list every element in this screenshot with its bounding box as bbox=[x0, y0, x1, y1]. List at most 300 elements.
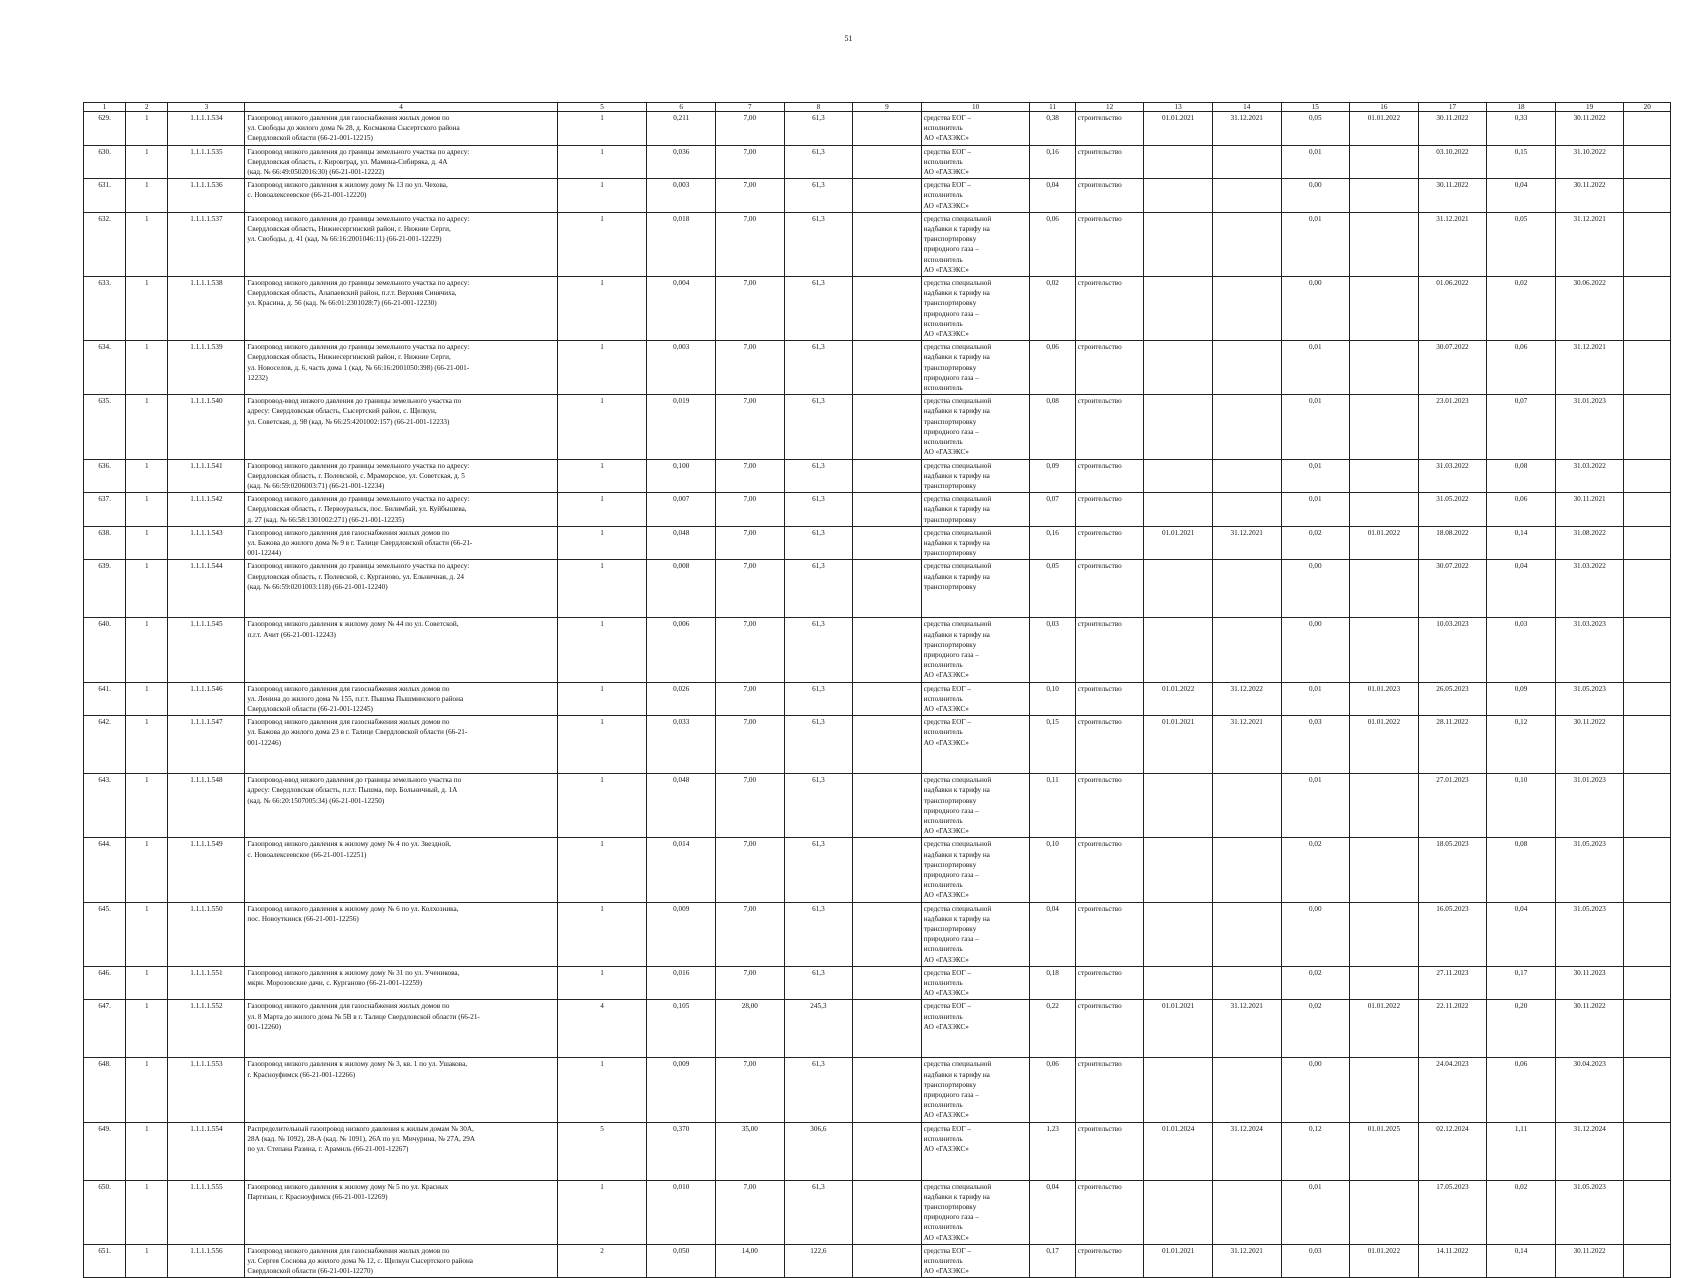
cell-commission-date: 24.04.2023 bbox=[1418, 1058, 1487, 1122]
cell-commission-date: 01.06.2022 bbox=[1418, 277, 1487, 341]
cell-start-date: 01.01.2021 bbox=[1144, 112, 1213, 146]
cell-start-date bbox=[1144, 493, 1213, 527]
table-row bbox=[84, 459, 1671, 493]
cell-amount-18: 0,02 bbox=[1487, 277, 1556, 341]
cell-object-code: 1.1.1.1.541 bbox=[168, 459, 245, 493]
cell-length-km: 0,006 bbox=[647, 618, 716, 682]
cell-object-code: 1.1.1.1.544 bbox=[168, 560, 245, 618]
cell-end-date bbox=[1212, 560, 1281, 618]
cell-length-km: 0,003 bbox=[647, 341, 716, 395]
table-row bbox=[84, 277, 1671, 341]
cell-object-name: Газопровод низкого давления до границы земельного участка по адресу: Свердловская область, г. Первоуральск, пос. Билимбай, ул. Куйбышева, д. 27 (кад. № 66:58:1301002:271) (66-21-001-12235) bbox=[245, 493, 557, 527]
cell-capacity: 7,00 bbox=[716, 526, 785, 560]
cell-object-code: 1.1.1.1.537 bbox=[168, 212, 245, 276]
cell-work-type: строительство bbox=[1075, 966, 1144, 1000]
cell-length-km: 0,008 bbox=[647, 560, 716, 618]
cell-cost: 0,04 bbox=[1030, 902, 1075, 966]
cell-column-9 bbox=[853, 1180, 922, 1244]
cell-completion-date: 31.12.2021 bbox=[1555, 341, 1624, 395]
column-number-row bbox=[84, 103, 1671, 112]
cell-financing-source: средства специальной надбавки к тарифу на транспортировку природного газа – исполнитель bbox=[921, 341, 1030, 395]
cell-volume: 61,3 bbox=[784, 179, 853, 213]
cell-cost: 0,17 bbox=[1030, 1244, 1075, 1278]
cell-financing-source: средства специальной надбавки к тарифу на транспортировку природного газа – исполнитель АО «ГАЗЭКС» bbox=[921, 1180, 1030, 1244]
cell-end-date bbox=[1212, 493, 1281, 527]
cell-completion-date: 31.01.2023 bbox=[1555, 395, 1624, 459]
cell-capacity: 7,00 bbox=[716, 1058, 785, 1122]
cell-volume: 61,3 bbox=[784, 560, 853, 618]
cell-completion-date: 31.05.2023 bbox=[1555, 682, 1624, 716]
cell-amount-18: 0,15 bbox=[1487, 145, 1556, 179]
cell-column-20 bbox=[1624, 838, 1671, 902]
cell-capacity: 7,00 bbox=[716, 493, 785, 527]
cell-cost: 0,15 bbox=[1030, 716, 1075, 774]
cell-amount: 0,01 bbox=[1281, 493, 1350, 527]
cell-length-km: 0,048 bbox=[647, 526, 716, 560]
cell-column-20 bbox=[1624, 493, 1671, 527]
cell-volume: 61,3 bbox=[784, 145, 853, 179]
cell-length-km: 0,010 bbox=[647, 1180, 716, 1244]
cell-amount: 0,01 bbox=[1281, 1180, 1350, 1244]
cell-column-20 bbox=[1624, 112, 1671, 146]
cell-completion-date: 31.01.2023 bbox=[1555, 774, 1624, 838]
column-number-15: 15 bbox=[1281, 103, 1350, 112]
table-row bbox=[84, 618, 1671, 682]
cell-date-16: 01.01.2022 bbox=[1350, 112, 1419, 146]
cell-volume: 61,3 bbox=[784, 902, 853, 966]
cell-work-type: строительство bbox=[1075, 716, 1144, 774]
cell-start-date bbox=[1144, 774, 1213, 838]
cell-cost: 0,38 bbox=[1030, 112, 1075, 146]
cell-volume: 61,3 bbox=[784, 526, 853, 560]
cell-row-number: 651. bbox=[84, 1244, 126, 1278]
cell-volume: 61,3 bbox=[784, 966, 853, 1000]
table-row bbox=[84, 112, 1671, 146]
cell-amount-18: 1,11 bbox=[1487, 1122, 1556, 1180]
cell-column-2: 1 bbox=[126, 493, 168, 527]
cell-commission-date: 27.11.2023 bbox=[1418, 966, 1487, 1000]
cell-date-16: 01.01.2023 bbox=[1350, 682, 1419, 716]
cell-column-9 bbox=[853, 112, 922, 146]
cell-start-date bbox=[1144, 341, 1213, 395]
cell-amount: 0,03 bbox=[1281, 1244, 1350, 1278]
cell-work-type: строительство bbox=[1075, 1058, 1144, 1122]
cell-end-date bbox=[1212, 902, 1281, 966]
cell-commission-date: 30.07.2022 bbox=[1418, 560, 1487, 618]
cell-amount: 0,00 bbox=[1281, 560, 1350, 618]
cell-column-2: 1 bbox=[126, 774, 168, 838]
cell-capacity: 35,00 bbox=[716, 1122, 785, 1180]
cell-quantity: 1 bbox=[557, 179, 647, 213]
cell-date-16 bbox=[1350, 618, 1419, 682]
cell-object-code: 1.1.1.1.550 bbox=[168, 902, 245, 966]
cell-quantity: 1 bbox=[557, 341, 647, 395]
cell-end-date bbox=[1212, 145, 1281, 179]
cell-column-20 bbox=[1624, 966, 1671, 1000]
cell-work-type: строительство bbox=[1075, 1122, 1144, 1180]
cell-column-2: 1 bbox=[126, 966, 168, 1000]
cell-column-20 bbox=[1624, 179, 1671, 213]
cell-column-20 bbox=[1624, 1244, 1671, 1278]
cell-commission-date: 22.11.2022 bbox=[1418, 1000, 1487, 1058]
cell-quantity: 1 bbox=[557, 838, 647, 902]
cell-volume: 122,6 bbox=[784, 1244, 853, 1278]
cell-length-km: 0,033 bbox=[647, 716, 716, 774]
cell-length-km: 0,009 bbox=[647, 902, 716, 966]
cell-commission-date: 16.05.2023 bbox=[1418, 902, 1487, 966]
column-number-6: 6 bbox=[647, 103, 716, 112]
cell-completion-date: 30.11.2022 bbox=[1555, 112, 1624, 146]
cell-capacity: 7,00 bbox=[716, 716, 785, 774]
cell-financing-source: средства специальной надбавки к тарифу на транспортировку природного газа – исполнитель АО «ГАЗЭКС» bbox=[921, 1058, 1030, 1122]
cell-commission-date: 30.07.2022 bbox=[1418, 341, 1487, 395]
cell-row-number: 649. bbox=[84, 1122, 126, 1180]
cell-completion-date: 31.05.2023 bbox=[1555, 838, 1624, 902]
cell-start-date: 01.01.2021 bbox=[1144, 526, 1213, 560]
cell-amount: 0,01 bbox=[1281, 212, 1350, 276]
cell-end-date: 31.12.2024 bbox=[1212, 1122, 1281, 1180]
cell-cost: 0,10 bbox=[1030, 682, 1075, 716]
table-row bbox=[84, 716, 1671, 774]
cell-financing-source: средства специальной надбавки к тарифу на транспортировку природного газа – исполнитель АО «ГАЗЭКС» bbox=[921, 838, 1030, 902]
table-row bbox=[84, 1244, 1671, 1278]
cell-date-16 bbox=[1350, 341, 1419, 395]
cell-end-date bbox=[1212, 395, 1281, 459]
cell-financing-source: средства специальной надбавки к тарифу на транспортировку природного газа – исполнитель АО «ГАЗЭКС» bbox=[921, 774, 1030, 838]
cell-amount: 0,12 bbox=[1281, 1122, 1350, 1180]
cell-financing-source: средства ЕОГ – исполнитель АО «ГАЗЭКС» bbox=[921, 1122, 1030, 1180]
cell-amount-18: 0,04 bbox=[1487, 560, 1556, 618]
cell-capacity: 7,00 bbox=[716, 341, 785, 395]
cell-work-type: строительство bbox=[1075, 212, 1144, 276]
cell-completion-date: 31.05.2023 bbox=[1555, 1180, 1624, 1244]
cell-quantity: 1 bbox=[557, 560, 647, 618]
cell-quantity: 1 bbox=[557, 682, 647, 716]
cell-quantity: 1 bbox=[557, 277, 647, 341]
column-number-11: 11 bbox=[1030, 103, 1075, 112]
cell-cost: 0,18 bbox=[1030, 966, 1075, 1000]
cell-cost: 0,04 bbox=[1030, 179, 1075, 213]
cell-amount: 0,00 bbox=[1281, 179, 1350, 213]
cell-completion-date: 30.11.2021 bbox=[1555, 493, 1624, 527]
cell-amount: 0,01 bbox=[1281, 774, 1350, 838]
cell-financing-source: средства ЕОГ – исполнитель АО «ГАЗЭКС» bbox=[921, 682, 1030, 716]
cell-quantity: 4 bbox=[557, 1000, 647, 1058]
cell-column-2: 1 bbox=[126, 1058, 168, 1122]
cell-financing-source: средства ЕОГ – исполнитель АО «ГАЗЭКС» bbox=[921, 966, 1030, 1000]
cell-volume: 61,3 bbox=[784, 716, 853, 774]
cell-column-2: 1 bbox=[126, 112, 168, 146]
cell-quantity: 1 bbox=[557, 966, 647, 1000]
cell-date-16 bbox=[1350, 1180, 1419, 1244]
cell-object-name: Газопровод низкого давления для газоснабжения жилых домов по ул. 8 Марта до жилого дома № 5В в г. Талице Свердловской области (66-21- 001-12260) bbox=[245, 1000, 557, 1058]
cell-amount-18: 0,10 bbox=[1487, 774, 1556, 838]
cell-date-16 bbox=[1350, 179, 1419, 213]
cell-column-2: 1 bbox=[126, 902, 168, 966]
cell-quantity: 1 bbox=[557, 526, 647, 560]
table-row bbox=[84, 902, 1671, 966]
cell-row-number: 633. bbox=[84, 277, 126, 341]
cell-start-date bbox=[1144, 212, 1213, 276]
cell-column-9 bbox=[853, 277, 922, 341]
cell-column-9 bbox=[853, 212, 922, 276]
cell-completion-date: 30.04.2023 bbox=[1555, 1058, 1624, 1122]
column-number-1: 1 bbox=[84, 103, 126, 112]
cell-commission-date: 26.05.2023 bbox=[1418, 682, 1487, 716]
cell-row-number: 645. bbox=[84, 902, 126, 966]
cell-length-km: 0,211 bbox=[647, 112, 716, 146]
cell-row-number: 629. bbox=[84, 112, 126, 146]
cell-work-type: строительство bbox=[1075, 145, 1144, 179]
cell-column-2: 1 bbox=[126, 838, 168, 902]
cell-commission-date: 18.08.2022 bbox=[1418, 526, 1487, 560]
cell-column-20 bbox=[1624, 618, 1671, 682]
cell-date-16: 01.01.2022 bbox=[1350, 716, 1419, 774]
cell-column-9 bbox=[853, 459, 922, 493]
cell-capacity: 7,00 bbox=[716, 618, 785, 682]
cell-object-code: 1.1.1.1.552 bbox=[168, 1000, 245, 1058]
cell-start-date bbox=[1144, 1058, 1213, 1122]
cell-start-date: 01.01.2022 bbox=[1144, 682, 1213, 716]
cell-column-2: 1 bbox=[126, 277, 168, 341]
cell-financing-source: средства ЕОГ – исполнитель АО «ГАЗЭКС» bbox=[921, 1000, 1030, 1058]
cell-completion-date: 31.03.2022 bbox=[1555, 560, 1624, 618]
cell-volume: 245,3 bbox=[784, 1000, 853, 1058]
page-number: 51 bbox=[844, 34, 853, 43]
cell-date-16 bbox=[1350, 560, 1419, 618]
cell-quantity: 1 bbox=[557, 1058, 647, 1122]
cell-row-number: 635. bbox=[84, 395, 126, 459]
cell-column-9 bbox=[853, 526, 922, 560]
cell-length-km: 0,019 bbox=[647, 395, 716, 459]
cell-quantity: 1 bbox=[557, 716, 647, 774]
cell-volume: 61,3 bbox=[784, 682, 853, 716]
cell-commission-date: 30.11.2022 bbox=[1418, 112, 1487, 146]
cell-date-16: 01.01.2022 bbox=[1350, 1000, 1419, 1058]
cell-column-20 bbox=[1624, 212, 1671, 276]
cell-length-km: 0,048 bbox=[647, 774, 716, 838]
cell-column-9 bbox=[853, 774, 922, 838]
cell-start-date bbox=[1144, 618, 1213, 682]
cell-end-date bbox=[1212, 179, 1281, 213]
cell-column-2: 1 bbox=[126, 179, 168, 213]
cell-work-type: строительство bbox=[1075, 1000, 1144, 1058]
cell-commission-date: 23.01.2023 bbox=[1418, 395, 1487, 459]
cell-volume: 61,3 bbox=[784, 1058, 853, 1122]
cell-capacity: 7,00 bbox=[716, 682, 785, 716]
cell-amount: 0,02 bbox=[1281, 526, 1350, 560]
cell-work-type: строительство bbox=[1075, 493, 1144, 527]
cell-cost: 0,06 bbox=[1030, 212, 1075, 276]
cell-row-number: 650. bbox=[84, 1180, 126, 1244]
cell-work-type: строительство bbox=[1075, 459, 1144, 493]
cell-row-number: 646. bbox=[84, 966, 126, 1000]
cell-work-type: строительство bbox=[1075, 526, 1144, 560]
cell-column-9 bbox=[853, 966, 922, 1000]
cell-commission-date: 31.05.2022 bbox=[1418, 493, 1487, 527]
cell-column-2: 1 bbox=[126, 618, 168, 682]
cell-object-name: Газопровод низкого давления к жилому дому № 31 по ул. Ученикова, мкрн. Морозовские дачи, с. Курганово (66-21-001-12259) bbox=[245, 966, 557, 1000]
cell-column-2: 1 bbox=[126, 716, 168, 774]
table-row bbox=[84, 838, 1671, 902]
cell-amount: 0,00 bbox=[1281, 1058, 1350, 1122]
cell-object-name: Газопровод-ввод низкого давления до границы земельного участка по адресу: Свердловская область, Сысертский район, с. Щелкун, ул. Советская, д. 98 (кад. № 66:25:4201002:157) (66-21-001-12233) bbox=[245, 395, 557, 459]
cell-column-9 bbox=[853, 560, 922, 618]
cell-quantity: 1 bbox=[557, 212, 647, 276]
cell-financing-source: средства ЕОГ – исполнитель АО «ГАЗЭКС» bbox=[921, 1244, 1030, 1278]
cell-object-name: Распределительный газопровод низкого давления к жилым домам № 30А, 28А (кад. № 1092), 28-А (кад. № 1091), 26А по ул. Мичурина, № 27А, 29А по ул. Степана Разина, г. Арамиль (66-21-001-12267) bbox=[245, 1122, 557, 1180]
cell-capacity: 7,00 bbox=[716, 966, 785, 1000]
table-row bbox=[84, 560, 1671, 618]
cell-object-name: Газопровод низкого давления до границы земельного участка по адресу: Свердловская область, Нижнесергинский район, г. Нижние Серги, ул. Свободы, д. 41 (кад. № 66:16:2001046:11) (66-21-001-12229) bbox=[245, 212, 557, 276]
table-row bbox=[84, 493, 1671, 527]
cell-capacity: 7,00 bbox=[716, 838, 785, 902]
table-row bbox=[84, 526, 1671, 560]
cell-column-20 bbox=[1624, 277, 1671, 341]
cell-object-name: Газопровод низкого давления к жилому дому № 3, кв. 1 по ул. Ушакова, г. Красноуфимск (66-21-001-12266) bbox=[245, 1058, 557, 1122]
cell-quantity: 1 bbox=[557, 1180, 647, 1244]
cell-work-type: строительство bbox=[1075, 341, 1144, 395]
cell-cost: 0,06 bbox=[1030, 1058, 1075, 1122]
cell-length-km: 0,036 bbox=[647, 145, 716, 179]
cell-volume: 61,3 bbox=[784, 395, 853, 459]
cell-cost: 0,03 bbox=[1030, 618, 1075, 682]
cell-capacity: 7,00 bbox=[716, 112, 785, 146]
cell-row-number: 636. bbox=[84, 459, 126, 493]
cell-column-2: 1 bbox=[126, 341, 168, 395]
cell-row-number: 632. bbox=[84, 212, 126, 276]
cell-column-20 bbox=[1624, 526, 1671, 560]
cell-completion-date: 31.12.2021 bbox=[1555, 212, 1624, 276]
cell-row-number: 648. bbox=[84, 1058, 126, 1122]
cell-cost: 0,07 bbox=[1030, 493, 1075, 527]
cell-quantity: 1 bbox=[557, 459, 647, 493]
cell-capacity: 7,00 bbox=[716, 902, 785, 966]
cell-object-name: Газопровод низкого давления до границы земельного участка по адресу: Свердловская область, г. Кировград, ул. Мамина-Сибиряка, д. 4А (кад. № 66:49:0502016:30) (66-21-001-12222) bbox=[245, 145, 557, 179]
cell-work-type: строительство bbox=[1075, 618, 1144, 682]
cell-amount-18: 0,14 bbox=[1487, 1244, 1556, 1278]
cell-column-2: 1 bbox=[126, 145, 168, 179]
cell-column-2: 1 bbox=[126, 212, 168, 276]
cell-capacity: 7,00 bbox=[716, 395, 785, 459]
cell-amount-18: 0,05 bbox=[1487, 212, 1556, 276]
cell-column-20 bbox=[1624, 716, 1671, 774]
column-number-10: 10 bbox=[921, 103, 1030, 112]
cell-date-16 bbox=[1350, 966, 1419, 1000]
cell-amount: 0,00 bbox=[1281, 618, 1350, 682]
table-row bbox=[84, 179, 1671, 213]
cell-amount: 0,02 bbox=[1281, 966, 1350, 1000]
table-row bbox=[84, 1058, 1671, 1122]
cell-amount-18: 0,20 bbox=[1487, 1000, 1556, 1058]
table-body bbox=[84, 112, 1671, 1278]
cell-completion-date: 30.11.2022 bbox=[1555, 1244, 1624, 1278]
cell-column-9 bbox=[853, 618, 922, 682]
cell-end-date bbox=[1212, 774, 1281, 838]
cell-column-9 bbox=[853, 682, 922, 716]
cell-financing-source: средства специальной надбавки к тарифу на транспортировку природного газа – исполнитель АО «ГАЗЭКС» bbox=[921, 618, 1030, 682]
cell-amount-18: 0,03 bbox=[1487, 618, 1556, 682]
cell-amount: 0,01 bbox=[1281, 145, 1350, 179]
cell-column-20 bbox=[1624, 1058, 1671, 1122]
cell-amount-18: 0,08 bbox=[1487, 459, 1556, 493]
cell-cost: 0,05 bbox=[1030, 560, 1075, 618]
cell-end-date: 31.12.2021 bbox=[1212, 112, 1281, 146]
cell-completion-date: 30.11.2022 bbox=[1555, 179, 1624, 213]
cell-object-name: Газопровод низкого давления до границы земельного участка по адресу: Свердловская область, Алапаевский район, п.г.т. Верхняя Синячиха, ул. Красина, д. 56 (кад. № 66:01:2301028:7) (66-21-001-12230) bbox=[245, 277, 557, 341]
cell-object-code: 1.1.1.1.549 bbox=[168, 838, 245, 902]
cell-object-name: Газопровод низкого давления для газоснабжения жилых домов по ул. Бажова до жилого дома 23 в г. Талице Свердловской области (66-21- 001-12246) bbox=[245, 716, 557, 774]
cell-amount-18: 0,14 bbox=[1487, 526, 1556, 560]
cell-amount: 0,02 bbox=[1281, 838, 1350, 902]
cell-end-date bbox=[1212, 838, 1281, 902]
column-number-2: 2 bbox=[126, 103, 168, 112]
cell-capacity: 7,00 bbox=[716, 145, 785, 179]
cell-column-2: 1 bbox=[126, 1180, 168, 1244]
cell-row-number: 637. bbox=[84, 493, 126, 527]
cell-object-name: Газопровод низкого давления до границы земельного участка по адресу: Свердловская область, г. Полевской, с. Мраморское, ул. Советская, д. 5 (кад. № 66:59:0206003:71) (66-21-001-12234) bbox=[245, 459, 557, 493]
cell-row-number: 631. bbox=[84, 179, 126, 213]
cell-object-name: Газопровод низкого давления к жилому дому № 5 по ул. Красных Партизан, г. Красноуфимск (66-21-001-12269) bbox=[245, 1180, 557, 1244]
cell-amount: 0,01 bbox=[1281, 395, 1350, 459]
cell-commission-date: 27.01.2023 bbox=[1418, 774, 1487, 838]
cell-work-type: строительство bbox=[1075, 1244, 1144, 1278]
cell-column-20 bbox=[1624, 774, 1671, 838]
cell-cost: 0,11 bbox=[1030, 774, 1075, 838]
cell-end-date bbox=[1212, 459, 1281, 493]
cell-amount: 0,01 bbox=[1281, 341, 1350, 395]
column-number-14: 14 bbox=[1212, 103, 1281, 112]
cell-object-name: Газопровод низкого давления к жилому дому № 4 по ул. Звездной, с. Новоалексеевское (66-21-001-12251) bbox=[245, 838, 557, 902]
cell-row-number: 640. bbox=[84, 618, 126, 682]
cell-column-2: 1 bbox=[126, 1000, 168, 1058]
cell-row-number: 644. bbox=[84, 838, 126, 902]
cell-end-date bbox=[1212, 618, 1281, 682]
cell-cost: 0,16 bbox=[1030, 526, 1075, 560]
cell-column-2: 1 bbox=[126, 395, 168, 459]
cell-financing-source: средства ЕОГ – исполнитель АО «ГАЗЭКС» bbox=[921, 145, 1030, 179]
cell-work-type: строительство bbox=[1075, 560, 1144, 618]
cell-commission-date: 17.05.2023 bbox=[1418, 1180, 1487, 1244]
table-row bbox=[84, 1122, 1671, 1180]
cell-length-km: 0,370 bbox=[647, 1122, 716, 1180]
cell-capacity: 7,00 bbox=[716, 1180, 785, 1244]
cell-column-9 bbox=[853, 1058, 922, 1122]
cell-column-2: 1 bbox=[126, 1122, 168, 1180]
cell-end-date: 31.12.2021 bbox=[1212, 526, 1281, 560]
cell-volume: 61,3 bbox=[784, 838, 853, 902]
cell-end-date: 31.12.2021 bbox=[1212, 1244, 1281, 1278]
cell-object-name: Газопровод низкого давления к жилому дому № 6 по ул. Колхозника, пос. Новоуткинск (66-21-001-12256) bbox=[245, 902, 557, 966]
cell-object-name: Газопровод низкого давления к жилому дому № 44 по ул. Советской, п.г.т. Ачит (66-21-001-12243) bbox=[245, 618, 557, 682]
table-row bbox=[84, 1000, 1671, 1058]
column-number-7: 7 bbox=[716, 103, 785, 112]
cell-date-16 bbox=[1350, 902, 1419, 966]
column-number-17: 17 bbox=[1418, 103, 1487, 112]
cell-date-16: 01.01.2022 bbox=[1350, 526, 1419, 560]
cell-column-9 bbox=[853, 179, 922, 213]
cell-column-9 bbox=[853, 902, 922, 966]
cell-commission-date: 30.11.2022 bbox=[1418, 179, 1487, 213]
cell-column-2: 1 bbox=[126, 526, 168, 560]
cell-start-date bbox=[1144, 179, 1213, 213]
cell-row-number: 641. bbox=[84, 682, 126, 716]
cell-financing-source: средства специальной надбавки к тарифу на транспортировку bbox=[921, 526, 1030, 560]
cell-start-date: 01.01.2021 bbox=[1144, 1000, 1213, 1058]
cell-volume: 61,3 bbox=[784, 774, 853, 838]
column-number-13: 13 bbox=[1144, 103, 1213, 112]
column-number-16: 16 bbox=[1350, 103, 1419, 112]
